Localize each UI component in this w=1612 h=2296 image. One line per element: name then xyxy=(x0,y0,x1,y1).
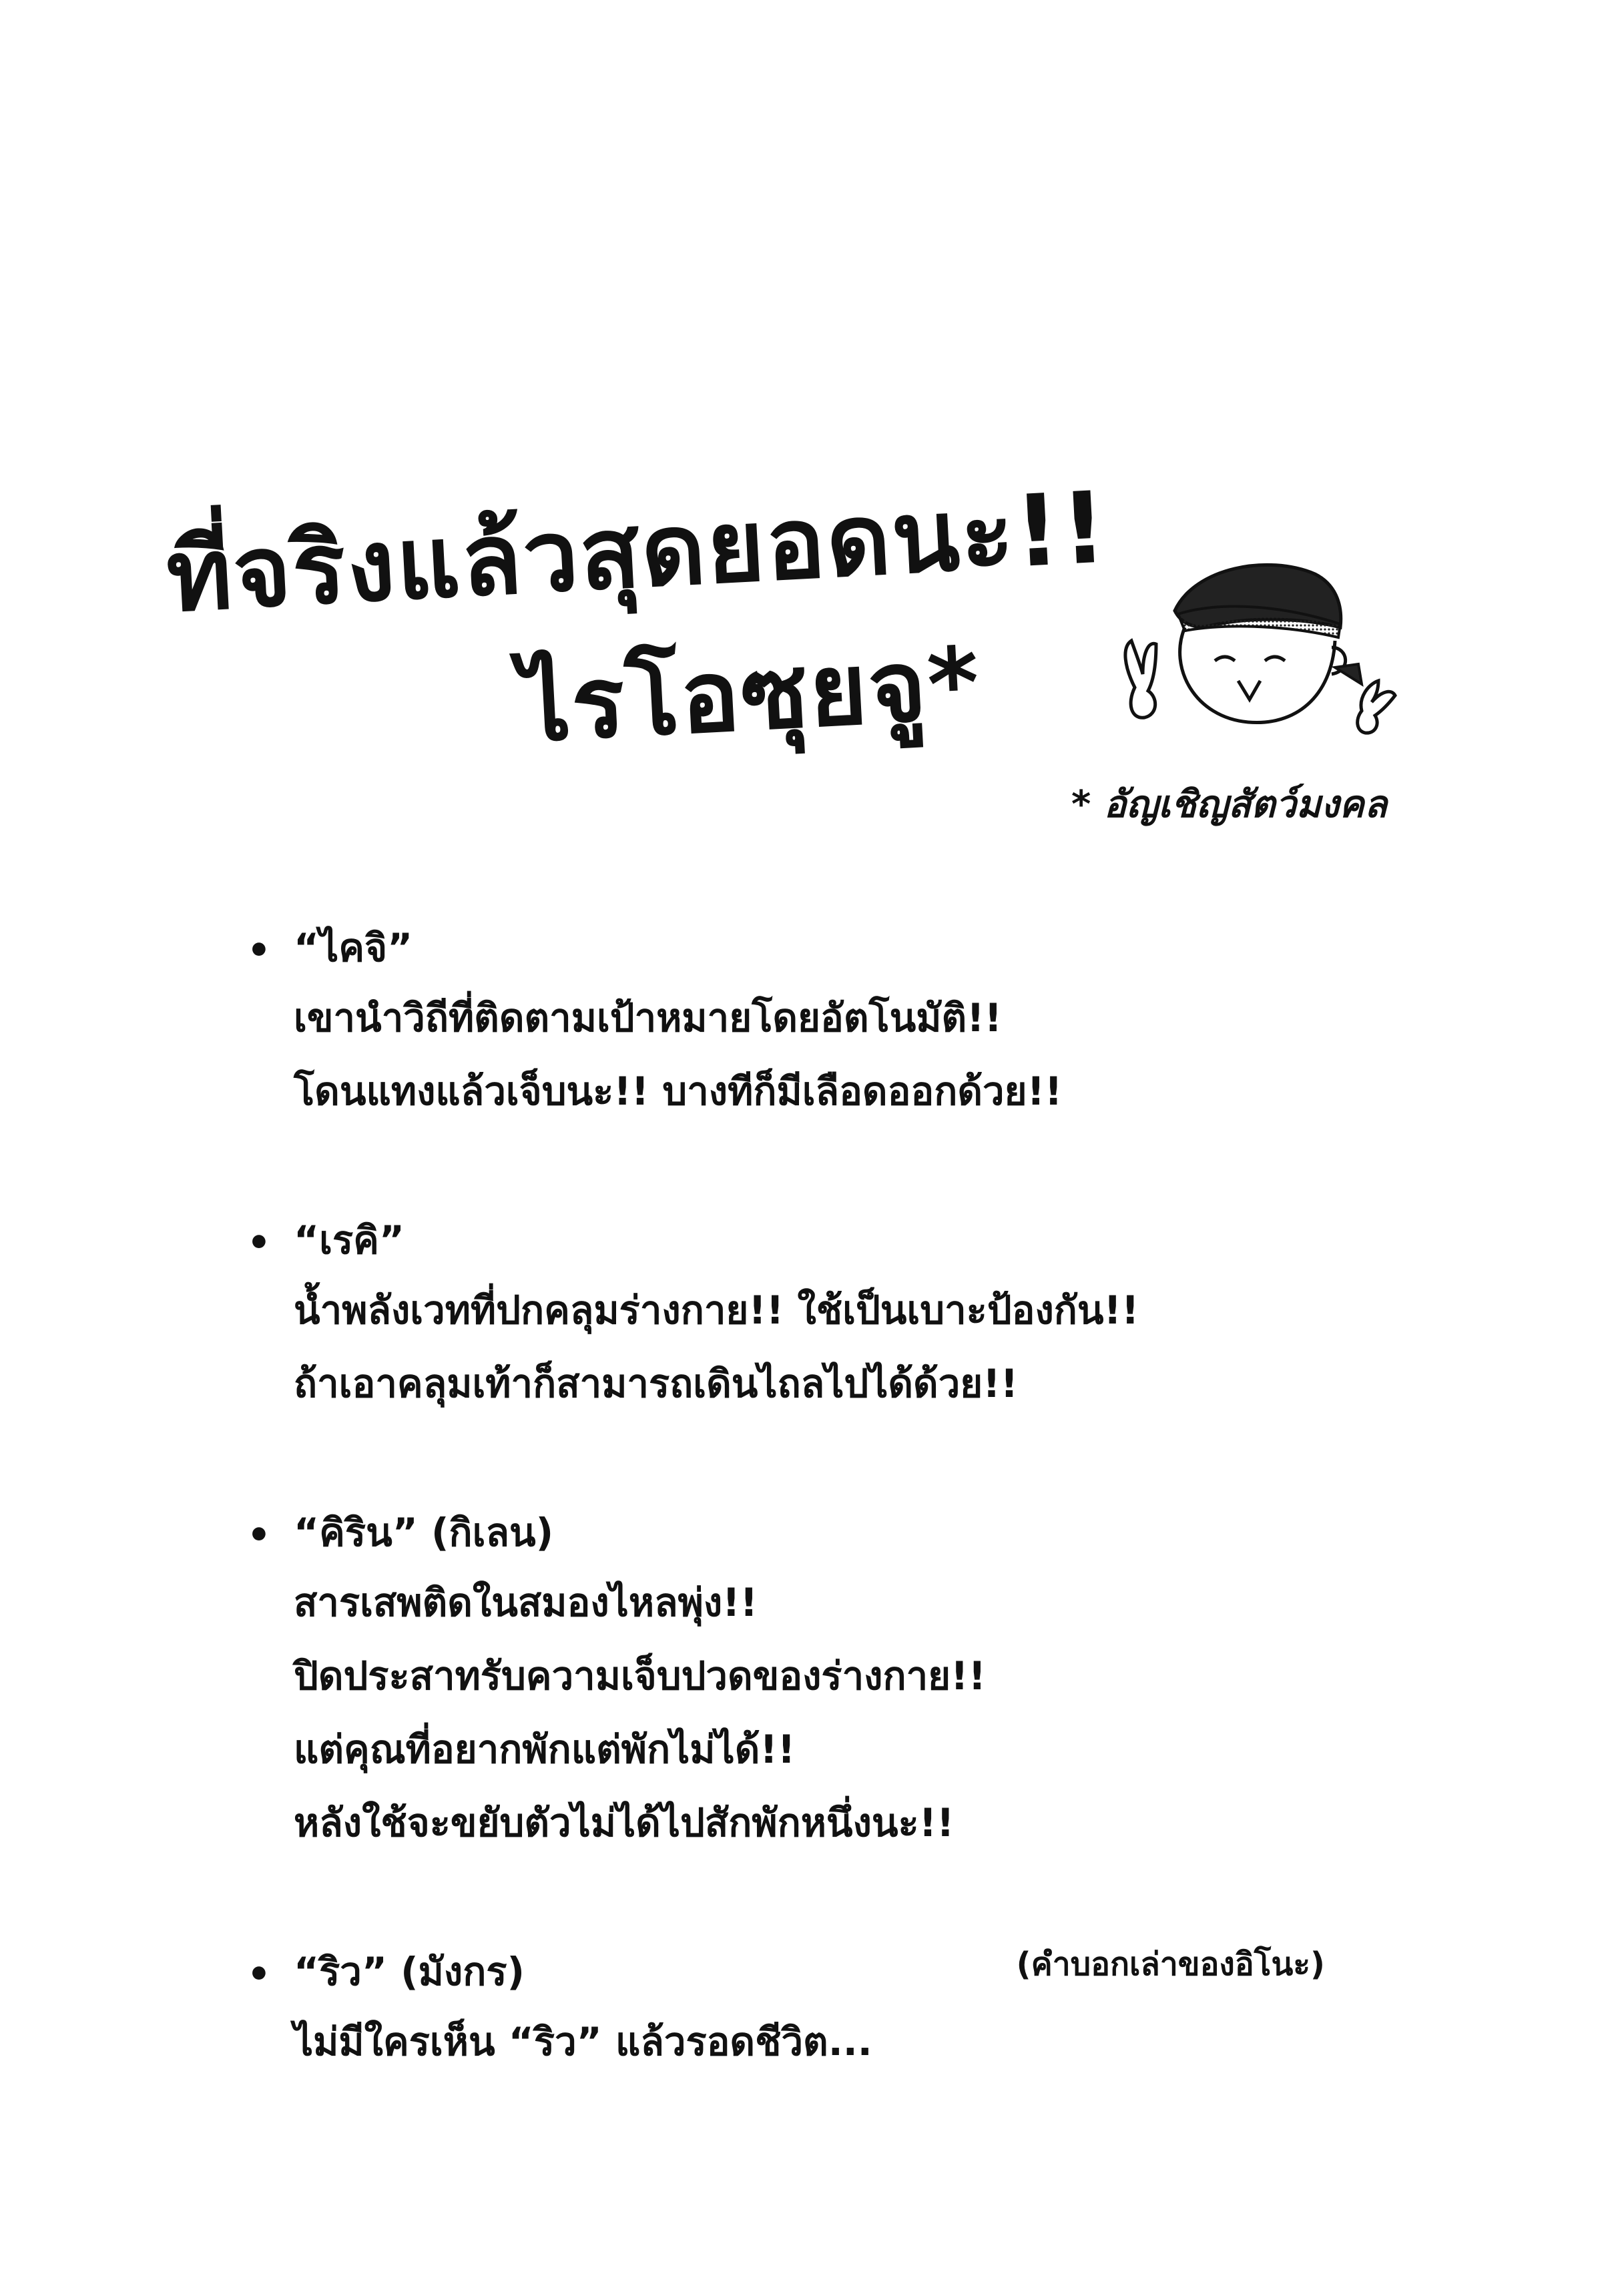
entry-line: ถ้าเอาคลุมเท้าก็สามารถเดินไถลไปได้ด้วย!! xyxy=(294,1361,1019,1406)
entry-line: หลังใช้จะขยับตัวไม่ได้ไปสักพักหนึ่งนะ!! xyxy=(294,1800,955,1845)
entry-heading: “คิริน” (กิเลน) xyxy=(294,1510,554,1555)
entry-line: ไม่มีใครเห็น “ริว” แล้วรอดชีวิต... xyxy=(294,2019,872,2064)
footnote: * อัญเชิญสัตว์มงคล xyxy=(1071,783,1388,826)
bullet: • xyxy=(247,1221,271,1265)
entry-line: น้ำพลังเวทที่ปกคลุมร่างกาย!! ใช้เป็นเบาะป้องกัน!! xyxy=(294,1287,1139,1333)
entry-heading: “เรคิ” xyxy=(294,1217,405,1263)
entry-line: แต่คุณที่อยากพักแต่พักไม่ได้!! xyxy=(294,1727,796,1772)
entry-line: ปิดประสาทรับความเจ็บปวดของร่างกาย!! xyxy=(294,1653,987,1699)
mascot-illustration xyxy=(1095,547,1402,754)
bullet: • xyxy=(247,1514,271,1557)
entry-heading: “ไคจิ” xyxy=(294,925,413,970)
bullet: • xyxy=(247,929,271,972)
source-attribution: (คำบอกเล่าของอิโนะ) xyxy=(1016,1946,1325,1983)
title-line-1: ที่จริงแล้วสุดยอดนะ!! xyxy=(164,470,1111,634)
title-line-2: ไรโอซุยจู* xyxy=(517,625,984,764)
list-item xyxy=(247,1499,1415,1859)
list-item xyxy=(247,1207,1415,1420)
entry-line: สารเสพติดในสมองไหลพุ่ง!! xyxy=(294,1580,758,1625)
entry-heading: “ริว” (มังกร) xyxy=(294,1949,525,1994)
list-item xyxy=(247,914,1415,1128)
entry-line: เขานำวิถีที่ติดตามเป้าหมายโดยอัตโนมัติ!! xyxy=(294,995,1003,1041)
entry-line: โดนแทงแล้วเจ็บนะ!! บางทีก็มีเลือดออกด้วย!! xyxy=(294,1069,1063,1114)
bullet: • xyxy=(247,1953,271,1996)
